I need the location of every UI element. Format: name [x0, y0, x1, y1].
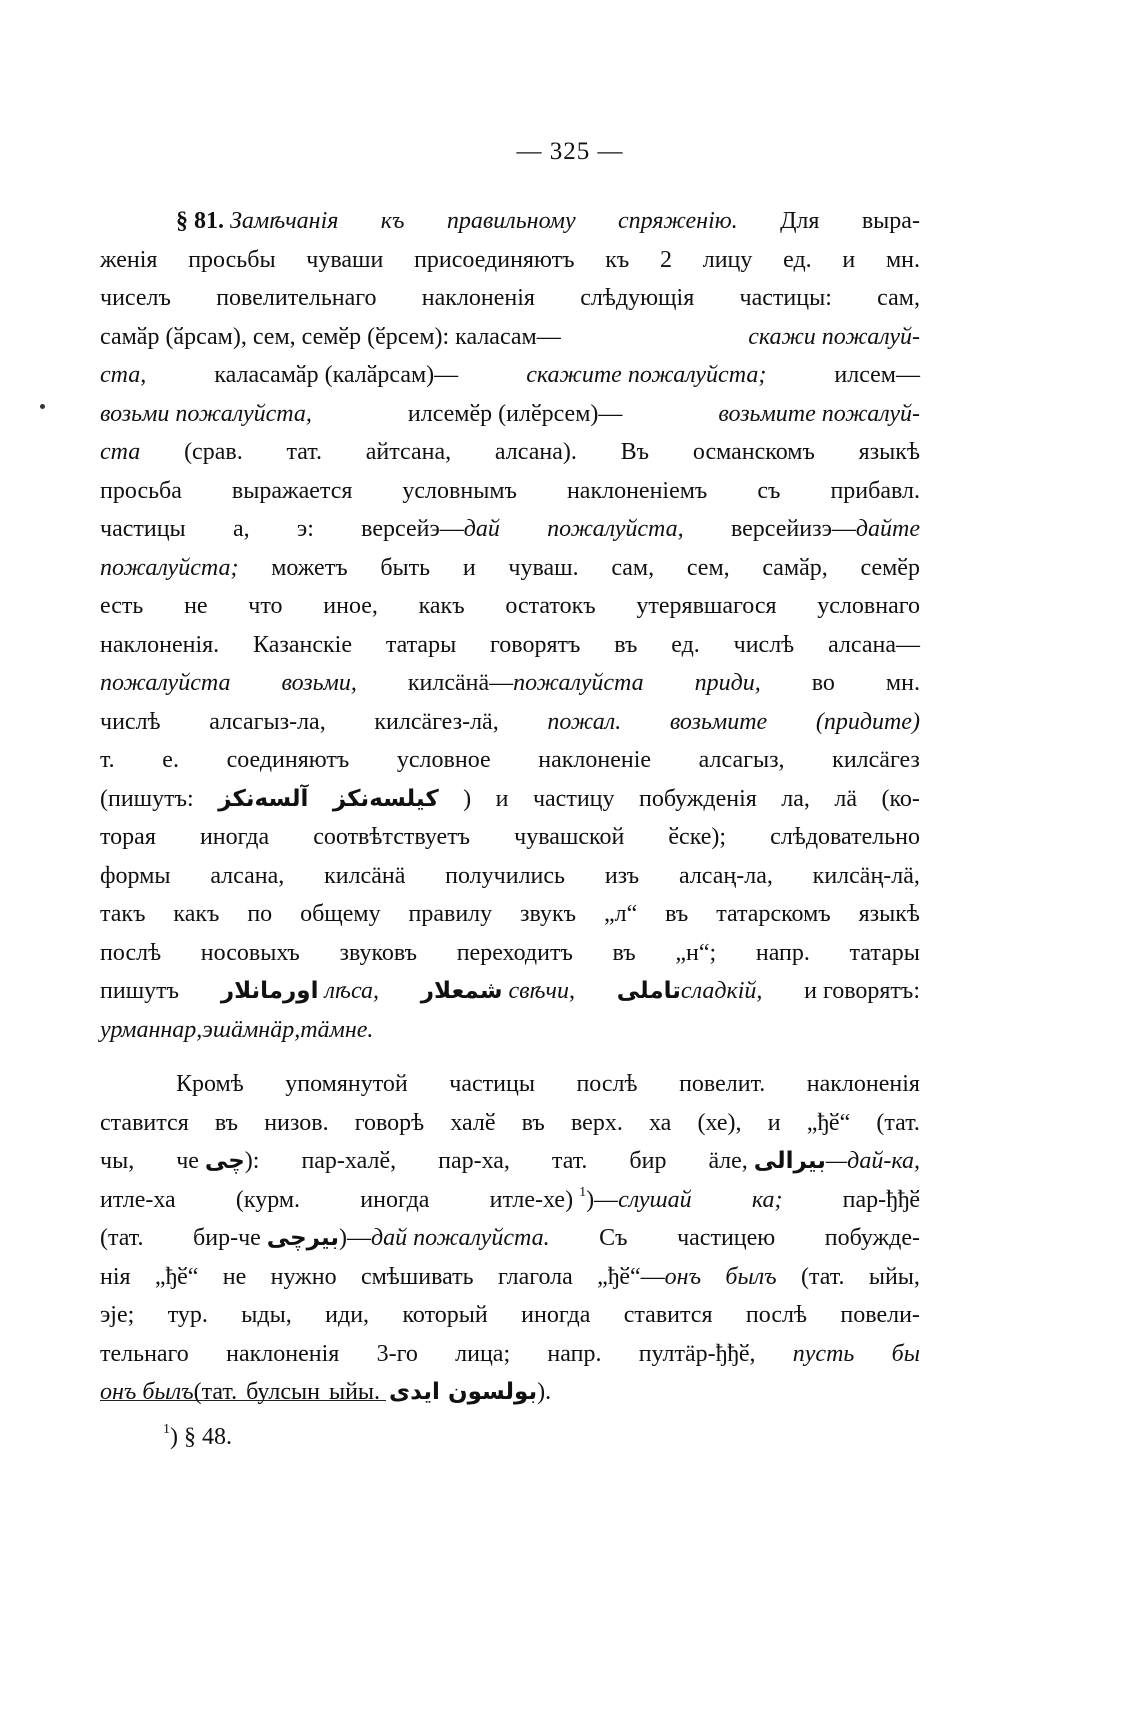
- text-run: самӑр (ӑрсам), сем, семӗр (ӗрсем): каласам—: [100, 323, 561, 350]
- italic-run: свѣчи,: [508, 978, 575, 1004]
- main-text: [100, 208, 920, 1418]
- word: говорятъ: [490, 631, 581, 658]
- word: пишутъ: [100, 978, 180, 1004]
- italic-run: пожалуйста;: [100, 554, 239, 581]
- word: килсӓң-лӓ,: [812, 862, 920, 889]
- word: ыйы.: [328, 1379, 381, 1405]
- word: частицу: [532, 785, 615, 812]
- text-line: [100, 632, 920, 671]
- word: языкѣ: [858, 439, 920, 465]
- word: звукъ: [520, 901, 577, 927]
- italic-run: былъ: [725, 1263, 777, 1290]
- text-line: [100, 247, 920, 286]
- word: ед.: [671, 631, 700, 658]
- word: послѣ: [745, 1302, 807, 1328]
- word: е.: [162, 747, 179, 773]
- text-line: [100, 1071, 920, 1110]
- word: въ: [612, 939, 636, 966]
- text-line: [100, 478, 920, 517]
- word: соединяютъ: [226, 747, 350, 773]
- word: наклоненіемъ: [566, 477, 708, 504]
- word: самӑр,: [762, 554, 828, 581]
- text-line: [100, 208, 920, 247]
- footnote-number: 1: [163, 1422, 170, 1437]
- arabic-script-word: كيلسەنكز: [332, 785, 439, 812]
- italic-run: ста: [100, 439, 141, 465]
- text-line: [100, 709, 920, 748]
- word: языкѣ: [858, 901, 920, 927]
- word: алсана,: [210, 862, 285, 889]
- word: числѣ: [100, 708, 161, 735]
- word: побужде-: [824, 1225, 920, 1251]
- word: выражается: [231, 477, 353, 504]
- word: наклоненія: [806, 1071, 920, 1097]
- word: въ: [665, 901, 689, 927]
- word: лица;: [455, 1340, 511, 1367]
- word: алсана).: [494, 439, 577, 465]
- footnote-mark: 1: [579, 1184, 587, 1200]
- stray-dot-mark: [40, 404, 45, 409]
- word: соотвѣтствуетъ: [313, 824, 471, 850]
- text-line: [100, 1225, 920, 1264]
- word: 3-го: [376, 1340, 418, 1367]
- word: переходитъ: [456, 939, 573, 966]
- word: алсаң-ла,: [678, 862, 773, 889]
- word: общему: [300, 901, 381, 927]
- word: чы,: [100, 1148, 135, 1174]
- text-line: [100, 1341, 920, 1380]
- word: тельнаго: [100, 1340, 189, 1367]
- word: (тат.: [100, 1225, 144, 1251]
- italic-run: онъ былъ: [100, 1379, 194, 1405]
- text-line: [100, 285, 920, 324]
- word: который: [402, 1302, 488, 1328]
- word: )—: [338, 1225, 371, 1251]
- italic-run: пожал.: [547, 708, 622, 735]
- word: повелительнаго: [216, 285, 377, 311]
- word: сам,: [877, 285, 920, 311]
- word: татары: [849, 939, 920, 966]
- word: т.: [100, 747, 115, 773]
- word: и: [462, 554, 476, 581]
- italic-run: —дай-ка,: [825, 1148, 920, 1174]
- word: тат.: [551, 1148, 588, 1174]
- word: бир-че: [193, 1225, 261, 1251]
- word: пултӓр-ђђӗ,: [638, 1340, 756, 1367]
- word: „л“: [603, 901, 638, 927]
- word: какъ: [173, 901, 220, 927]
- word: Съ: [599, 1225, 628, 1251]
- word: чуваши: [306, 246, 384, 273]
- word: звуковъ: [339, 939, 418, 966]
- italic-run: эшӓмнӓр,: [202, 1016, 301, 1043]
- text-line: [100, 555, 920, 594]
- italic-run: возьмите: [669, 708, 768, 735]
- word: )—: [586, 1186, 619, 1213]
- word: въ: [614, 631, 638, 658]
- word: нія: [100, 1263, 131, 1290]
- word: ставится: [100, 1109, 189, 1136]
- text-line: [100, 1184, 920, 1226]
- word: не: [184, 593, 208, 619]
- word: просьбы: [188, 246, 276, 273]
- word: ха: [648, 1109, 672, 1136]
- word: верх.: [570, 1109, 623, 1136]
- word: (курм.: [235, 1186, 301, 1213]
- footnote: [163, 1424, 232, 1451]
- word: айтсана,: [365, 439, 452, 465]
- word: (пишутъ:: [100, 785, 194, 812]
- word: 2: [660, 246, 672, 273]
- word: че: [176, 1148, 199, 1174]
- word: „н“;: [675, 939, 717, 966]
- word: алсагыз-ла,: [209, 708, 326, 735]
- word: (тат.: [193, 1379, 238, 1405]
- word: Казанскіе: [253, 631, 352, 658]
- word: ӗске);: [668, 824, 727, 850]
- italic-run: дай пожалуйста.: [370, 1225, 550, 1251]
- word: напр.: [547, 1340, 602, 1367]
- word: „ђӗ“: [806, 1109, 851, 1136]
- word: халӗ: [450, 1109, 496, 1136]
- italic-run: возьми,: [281, 670, 357, 696]
- italic-run: лѣса,: [324, 978, 379, 1004]
- word: османскомъ: [692, 439, 815, 465]
- word: съ: [757, 477, 781, 504]
- word: Въ: [620, 439, 650, 465]
- word: изъ: [604, 862, 640, 889]
- word: наклоненіе: [538, 747, 652, 773]
- word: (хе),: [697, 1109, 742, 1136]
- text-line: [100, 324, 920, 363]
- text-line: [100, 863, 920, 902]
- italic-run: бы: [891, 1340, 920, 1367]
- arabic-script-word: بيرچى: [266, 1225, 339, 1251]
- arabic-script-word: چى: [204, 1148, 245, 1174]
- word: булсын: [246, 1379, 320, 1405]
- word: пар-ђђӗ: [842, 1186, 920, 1213]
- italic-run: пусть: [792, 1340, 855, 1367]
- word: и: [495, 785, 509, 812]
- text-line: [100, 747, 920, 786]
- word: носовыхъ: [200, 939, 300, 966]
- section-title: къ: [380, 208, 405, 234]
- word: ед.: [783, 246, 812, 273]
- word: „ђӗ“—: [597, 1263, 665, 1290]
- word: ыды,: [241, 1302, 292, 1328]
- text-line: [100, 593, 920, 632]
- word: частицы: [100, 516, 186, 542]
- word: что: [248, 593, 283, 619]
- word: къ: [605, 246, 630, 273]
- word: повели-: [840, 1302, 920, 1328]
- word: частицею: [677, 1225, 776, 1251]
- word: быть: [380, 554, 431, 581]
- text-line: [100, 670, 920, 709]
- text-line: [100, 516, 920, 555]
- word: условнымъ: [402, 477, 517, 504]
- word: выра-: [861, 208, 920, 234]
- word: ): [463, 785, 472, 812]
- word: иногда: [360, 1186, 430, 1213]
- word: просьба: [100, 477, 182, 504]
- word: побужденія: [638, 785, 757, 812]
- word: и говорятъ:: [804, 978, 920, 1004]
- text-line: [100, 362, 920, 401]
- word: ставится: [623, 1302, 713, 1328]
- word: смѣшивать: [360, 1263, 474, 1290]
- word: слѣдовательно: [770, 824, 920, 850]
- word: есть: [100, 593, 144, 619]
- footnote-text: ) § 48.: [170, 1424, 232, 1450]
- arabic-script-word: بيرالى: [753, 1148, 826, 1174]
- word: глагола: [497, 1263, 573, 1290]
- word: и: [767, 1109, 781, 1136]
- italic-run: скажите пожалуйста;: [526, 362, 767, 388]
- section-title: спряженію.: [618, 208, 738, 234]
- italic-run: пожалуйста,: [547, 516, 684, 542]
- word: ):: [244, 1148, 260, 1174]
- text-run: илсем—: [834, 362, 920, 388]
- italic-run: слушай: [618, 1186, 692, 1213]
- word: остатокъ: [505, 593, 596, 619]
- word: какъ: [418, 593, 465, 619]
- italic-run: онъ: [664, 1263, 702, 1290]
- word: сем,: [686, 554, 730, 581]
- word: иди,: [325, 1302, 370, 1328]
- word: иногда: [521, 1302, 591, 1328]
- word: ӓле,: [708, 1148, 748, 1174]
- text-run: каласамӑр (калӑрсам)—: [214, 362, 459, 388]
- page-number: — 325 —: [516, 138, 624, 165]
- word: условнаго: [817, 593, 920, 619]
- word: послѣ: [100, 939, 162, 966]
- word: наклоненія.: [100, 631, 220, 658]
- text-line: [100, 1264, 920, 1303]
- text-line: [100, 824, 920, 863]
- italic-run: (придите): [815, 708, 920, 735]
- text-line: [100, 1302, 920, 1341]
- word: алсана—: [828, 631, 920, 658]
- italic-run: ка;: [751, 1186, 783, 1213]
- word: версейизэ—: [730, 516, 856, 542]
- word: пар-халӗ,: [301, 1148, 397, 1174]
- word: (срав.: [184, 439, 243, 465]
- italic-run: возьми пожалуйста,: [100, 400, 312, 427]
- text-line: [100, 786, 920, 825]
- text-run: илсемӗр (илӗрсем)—: [407, 400, 623, 427]
- italic-run: приди,: [694, 670, 761, 696]
- word: наклоненія: [226, 1340, 340, 1367]
- word: бир: [629, 1148, 667, 1174]
- word: напр.: [755, 939, 810, 966]
- word: говорѣ: [354, 1109, 425, 1136]
- arabic-script-word: شمعلار: [420, 978, 503, 1004]
- word: ыйы,: [868, 1263, 920, 1290]
- word: чувашской: [514, 824, 625, 850]
- word: иное,: [323, 593, 378, 619]
- word: повелит.: [679, 1071, 766, 1097]
- word: торая: [100, 824, 156, 850]
- italic-run: тӓмне.: [300, 1016, 374, 1043]
- word: „ђӗ“: [154, 1263, 199, 1290]
- arabic-script-word: آلسەنكز: [218, 785, 309, 812]
- word: слѣдующія: [580, 285, 695, 311]
- word: килсӓнӓ—: [407, 670, 514, 696]
- word: ла,: [781, 785, 810, 812]
- word: такъ: [100, 901, 146, 927]
- word: низов.: [264, 1109, 329, 1136]
- word: килсӓнӓ: [324, 862, 406, 889]
- word: Кромѣ: [176, 1071, 244, 1097]
- arabic-script-word: تاملى: [616, 978, 681, 1004]
- word: иногда: [199, 824, 270, 850]
- word: и: [842, 246, 856, 273]
- word: сам,: [611, 554, 655, 581]
- footnote-separator: [100, 1400, 386, 1401]
- word: итле-ха: [100, 1186, 176, 1213]
- word: условное: [396, 747, 491, 773]
- word: лицу: [702, 246, 753, 273]
- word: эје;: [100, 1302, 135, 1328]
- italic-run: дайте: [855, 516, 920, 542]
- text-line: [100, 1379, 920, 1418]
- italic-run: пожалуйста: [100, 670, 231, 696]
- word: (ко-: [881, 785, 920, 812]
- word: частицы: [449, 1071, 535, 1097]
- word: а,: [232, 516, 250, 542]
- word: послѣ: [576, 1071, 638, 1097]
- text-line: [100, 978, 920, 1017]
- word: получились: [445, 862, 565, 889]
- text-line: [100, 1110, 920, 1149]
- arabic-script-word: اورمانلار: [220, 978, 319, 1004]
- text-line: [100, 901, 920, 940]
- text-line: [100, 401, 920, 440]
- word: алсагыз,: [698, 747, 785, 773]
- word: версейэ—: [361, 516, 464, 542]
- text-line: [100, 1148, 920, 1187]
- word: (тат.: [800, 1263, 845, 1290]
- italic-run: сладкій,: [680, 978, 763, 1004]
- word: килсӓгез-лӓ,: [374, 708, 499, 735]
- italic-run: ста,: [100, 362, 147, 388]
- word: килсӓгез: [832, 747, 920, 773]
- text-line: [100, 940, 920, 979]
- word: Для: [780, 208, 820, 234]
- word: татарскомъ: [716, 901, 831, 927]
- word: въ: [214, 1109, 239, 1136]
- word: упомянутой: [285, 1071, 408, 1097]
- word: семӗр: [860, 554, 920, 581]
- italic-run: урманнар,: [100, 1016, 203, 1043]
- arabic-script-word: بولسون ايدى: [389, 1379, 538, 1405]
- word: итле-хе): [489, 1186, 574, 1213]
- word: чиселъ: [100, 285, 171, 311]
- word: пар-ха,: [438, 1148, 510, 1174]
- word: нужно: [270, 1263, 337, 1290]
- section-number: § 81.: [176, 208, 224, 234]
- word: по: [247, 901, 273, 927]
- word: мн.: [885, 246, 920, 273]
- text-line: [100, 439, 920, 478]
- word: прибавл.: [830, 477, 920, 504]
- text-line: [100, 1017, 920, 1056]
- word: наклоненія: [421, 285, 535, 311]
- word: формы: [100, 862, 171, 889]
- word: частицы:: [739, 285, 832, 311]
- word: можетъ: [271, 554, 348, 581]
- word: татары: [385, 631, 457, 658]
- section-title: правильному: [446, 208, 576, 234]
- italic-run: возьмите пожалуй-: [718, 400, 920, 427]
- word: числѣ: [733, 631, 795, 658]
- word: присоединяютъ: [414, 246, 575, 273]
- word: женія: [100, 246, 158, 273]
- italic-run: скажи пожалуй-: [748, 323, 920, 350]
- word: (тат.: [876, 1109, 920, 1136]
- italic-run: пожалуйста: [513, 670, 644, 696]
- word: э:: [296, 516, 314, 542]
- word: правилу: [408, 901, 493, 927]
- section-title: Замѣчанія: [230, 208, 339, 234]
- italic-run: дай: [463, 516, 500, 542]
- word: утерявшагося: [636, 593, 777, 619]
- word: лӓ: [834, 785, 858, 812]
- word: въ: [521, 1109, 545, 1136]
- word: не: [222, 1263, 247, 1290]
- word: чуваш.: [508, 554, 579, 581]
- word: во: [811, 670, 835, 696]
- word: мн.: [885, 670, 920, 696]
- word: тур.: [167, 1302, 208, 1328]
- word: ).: [537, 1379, 552, 1405]
- word: тат.: [286, 439, 322, 465]
